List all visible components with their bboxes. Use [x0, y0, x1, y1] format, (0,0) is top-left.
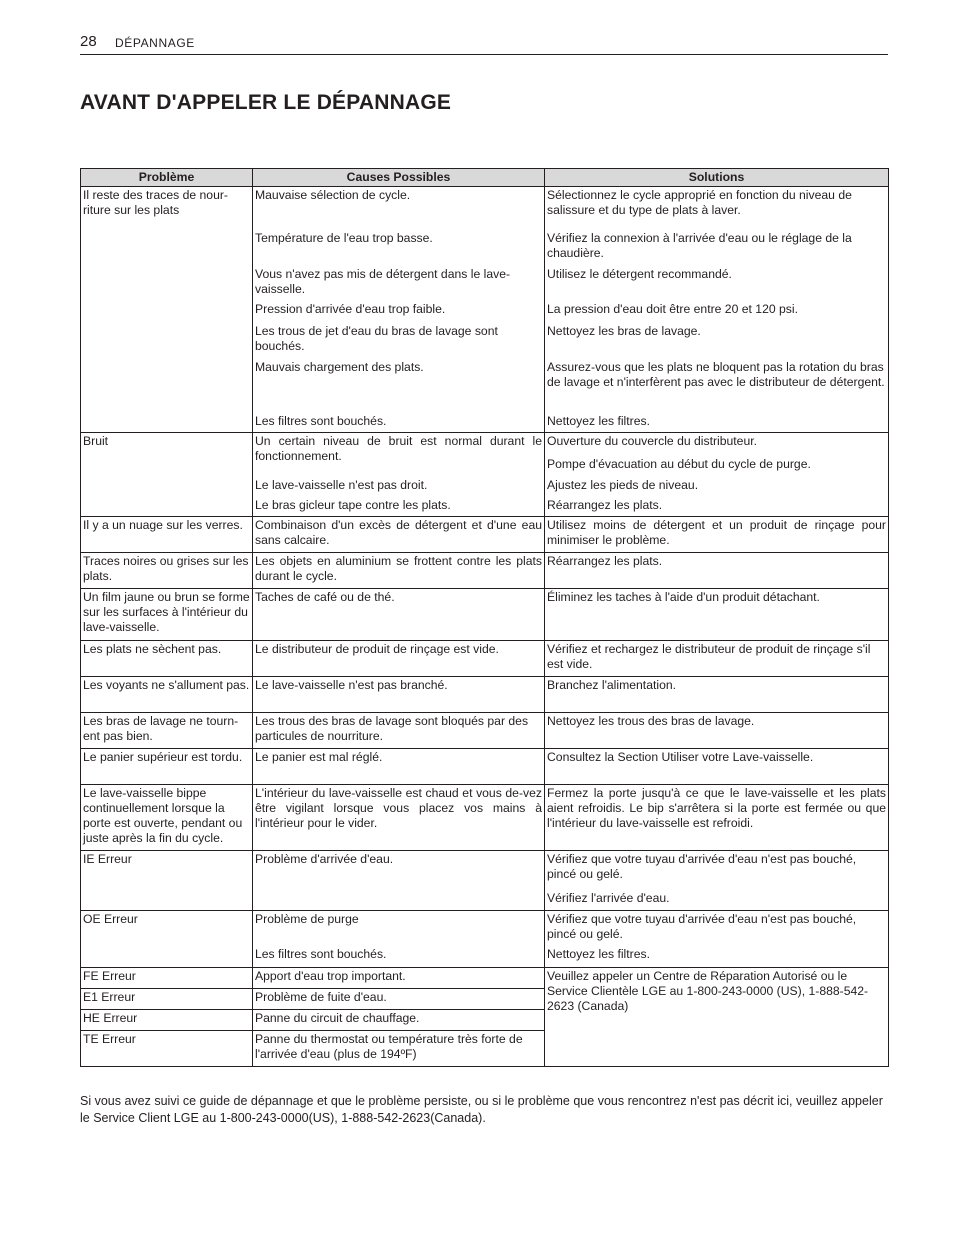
problem-cell: TE Erreur [81, 1031, 253, 1067]
causes-cell: Apport d'eau trop important. [253, 968, 545, 989]
cause-line: Température de l'eau trop basse. [255, 231, 433, 245]
table-row [81, 589, 889, 641]
solutions-cell [545, 911, 889, 968]
solutions-cell: Nettoyez les trous des bras de lavage. [545, 713, 889, 749]
solution-line: Nettoyez les filtres. [547, 414, 650, 428]
solutions-cell: Réarrangez les plats. [545, 553, 889, 589]
causes-cell: L'intérieur du lave-vaisselle est chaud et vous de-vez être vigilant lorsque vous placez vos mains à l'intérieur pour le vider. [253, 785, 545, 851]
solution-line: Vérifiez la connexion à l'arrivée d'eau ou le réglage de la chaudière. [547, 231, 852, 260]
cause-line: Les trous de jet d'eau du bras de lavage sont bouchés. [255, 324, 498, 353]
table-row [81, 187, 889, 433]
solution-line: La pression d'eau doit être entre 20 et 120 psi. [547, 302, 798, 316]
causes-cell: Combinaison d'un excès de détergent et d'une eau sans calcaire. [253, 517, 545, 553]
table-row [81, 911, 889, 968]
causes-cell: Problème de fuite d'eau. [253, 989, 545, 1010]
solution-line: Utilisez le détergent recommandé. [547, 267, 732, 281]
causes-cell: Les trous des bras de lavage sont bloqués par des particules de nourriture. [253, 713, 545, 749]
page-number: 28 [80, 33, 97, 50]
table-row [81, 433, 889, 517]
problem-cell: OE Erreur [81, 911, 253, 968]
section-name: DÉPANNAGE [115, 36, 195, 50]
causes-cell: Le panier est mal réglé. [253, 749, 545, 785]
solution-line: Pompe d'évacuation au début du cycle de purge. [547, 457, 811, 471]
solution-line: Vérifiez l'arrivée d'eau. [547, 891, 670, 905]
causes-cell [253, 187, 545, 433]
problem-cell: FE Erreur [81, 968, 253, 989]
cause-line: Les filtres sont bouchés. [255, 947, 387, 961]
solution-line: Réarrangez les plats. [547, 498, 663, 512]
solutions-cell [545, 187, 889, 433]
cause-line: Problème de purge [255, 912, 359, 926]
footer-note: Si vous avez suivi ce guide de dépannage et que le problème persiste, ou si le problème que vous rencontrez n'est pas décrit ici, veuillez appeler le Service Client LGE au 1-800-243-0000(US), 1-888-542-2623(Canada). [80, 1094, 883, 1125]
problem-cell: IE Erreur [81, 851, 253, 911]
page-header [80, 33, 888, 55]
table-row [81, 641, 889, 677]
problem-cell: Il reste des traces de nour-riture sur les plats [81, 187, 253, 433]
troubleshooting-table [80, 168, 889, 1067]
table-header-row [81, 169, 889, 187]
problem-cell: Les bras de lavage ne tourn-ent pas bien. [81, 713, 253, 749]
problem-cell: Le panier supérieur est tordu. [81, 749, 253, 785]
solution-line: Vérifiez que votre tuyau d'arrivée d'eau n'est pas bouché, pincé ou gelé. [547, 852, 857, 881]
solutions-cell [545, 851, 889, 911]
solutions-cell: Branchez l'alimentation. [545, 677, 889, 713]
solution-line: Ajustez les pieds de niveau. [547, 478, 699, 492]
table-row [81, 968, 889, 989]
column-header-problem: Problème [81, 169, 253, 187]
table-row [81, 713, 889, 749]
causes-cell: Panne du circuit de chauffage. [253, 1010, 545, 1031]
causes-cell: Taches de café ou de thé. [253, 589, 545, 641]
problem-cell: Traces noires ou grises sur les plats. [81, 553, 253, 589]
causes-cell [253, 911, 545, 968]
page-title: AVANT D'APPELER LE DÉPANNAGE [80, 91, 452, 114]
solution-line: Vérifiez que votre tuyau d'arrivée d'eau n'est pas bouché, pincé ou gelé. [547, 912, 857, 941]
solution-line: Nettoyez les bras de lavage. [547, 324, 701, 338]
table-row [81, 517, 889, 553]
problem-cell: Il y a un nuage sur les verres. [81, 517, 253, 553]
solutions-cell: Vérifiez et rechargez le distributeur de produit de rinçage s'il est vide. [545, 641, 889, 677]
solution-line: Sélectionnez le cycle approprié en fonction du niveau de salissure et du type de plats à laver. [547, 188, 852, 217]
solutions-cell: Veuillez appeler un Centre de Réparation Autorisé ou le Service Clientèle LGE au 1-800-243-0000 (US), 1-888-542-2623 (Canada) [545, 968, 889, 1067]
table-row [81, 677, 889, 713]
problem-cell: Le lave-vaisselle bippe continuellement lorsque la porte est ouverte, pendant ou juste après la fin du cycle. [81, 785, 253, 851]
cause-line: Un certain niveau de bruit est normal durant le fonctionnement. [255, 434, 542, 463]
solutions-cell: Fermez la porte jusqu'à ce que le lave-vaisselle et les plats aient refroidis. Le bip s'arrêtera si la porte est fermée ou que l'intérieur du lave-vaisselle est refroidi. [545, 785, 889, 851]
column-header-solutions: Solutions [545, 169, 889, 187]
column-header-causes: Causes Possibles [253, 169, 545, 187]
problem-cell: Les plats ne sèchent pas. [81, 641, 253, 677]
cause-line: Vous n'avez pas mis de détergent dans le lave-vaisselle. [255, 267, 511, 296]
cause-line: Les filtres sont bouchés. [255, 414, 387, 428]
problem-cell: Un film jaune ou brun se forme sur les surfaces à l'intérieur du lave-vaisselle. [81, 589, 253, 641]
cause-line: Le lave-vaisselle n'est pas droit. [255, 478, 428, 492]
solution-line: Nettoyez les filtres. [547, 947, 650, 961]
solutions-cell [545, 433, 889, 517]
table-row [81, 851, 889, 911]
problem-cell: Bruit [81, 433, 253, 517]
solutions-cell: Éliminez les taches à l'aide d'un produit détachant. [545, 589, 889, 641]
table-row [81, 785, 889, 851]
problem-cell: E1 Erreur [81, 989, 253, 1010]
problem-cell: HE Erreur [81, 1010, 253, 1031]
cause-line: Pression d'arrivée d'eau trop faible. [255, 302, 446, 316]
problem-cell: Les voyants ne s'allument pas. [81, 677, 253, 713]
table-row [81, 749, 889, 785]
cause-line: Le bras gicleur tape contre les plats. [255, 498, 451, 512]
solution-line: Ouverture du couvercle du distributeur. [547, 434, 758, 448]
solutions-cell: Consultez la Section Utiliser votre Lave-vaisselle. [545, 749, 889, 785]
causes-cell: Le distributeur de produit de rinçage est vide. [253, 641, 545, 677]
cause-line: Mauvaise sélection de cycle. [255, 188, 411, 202]
causes-cell: Problème d'arrivée d'eau. [253, 851, 545, 911]
causes-cell: Panne du thermostat ou température très forte de l'arrivée d'eau (plus de 194ºF) [253, 1031, 545, 1067]
causes-cell: Le lave-vaisselle n'est pas branché. [253, 677, 545, 713]
solutions-cell: Utilisez moins de détergent et un produit de rinçage pour minimiser le problème. [545, 517, 889, 553]
causes-cell [253, 433, 545, 517]
causes-cell: Les objets en aluminium se frottent contre les plats durant le cycle. [253, 553, 545, 589]
table-row [81, 553, 889, 589]
cause-line: Mauvais chargement des plats. [255, 360, 424, 374]
solution-line: Assurez-vous que les plats ne bloquent pas la rotation du bras de lavage et n'interfèrent pas avec le distributeur de détergent. [547, 360, 885, 389]
